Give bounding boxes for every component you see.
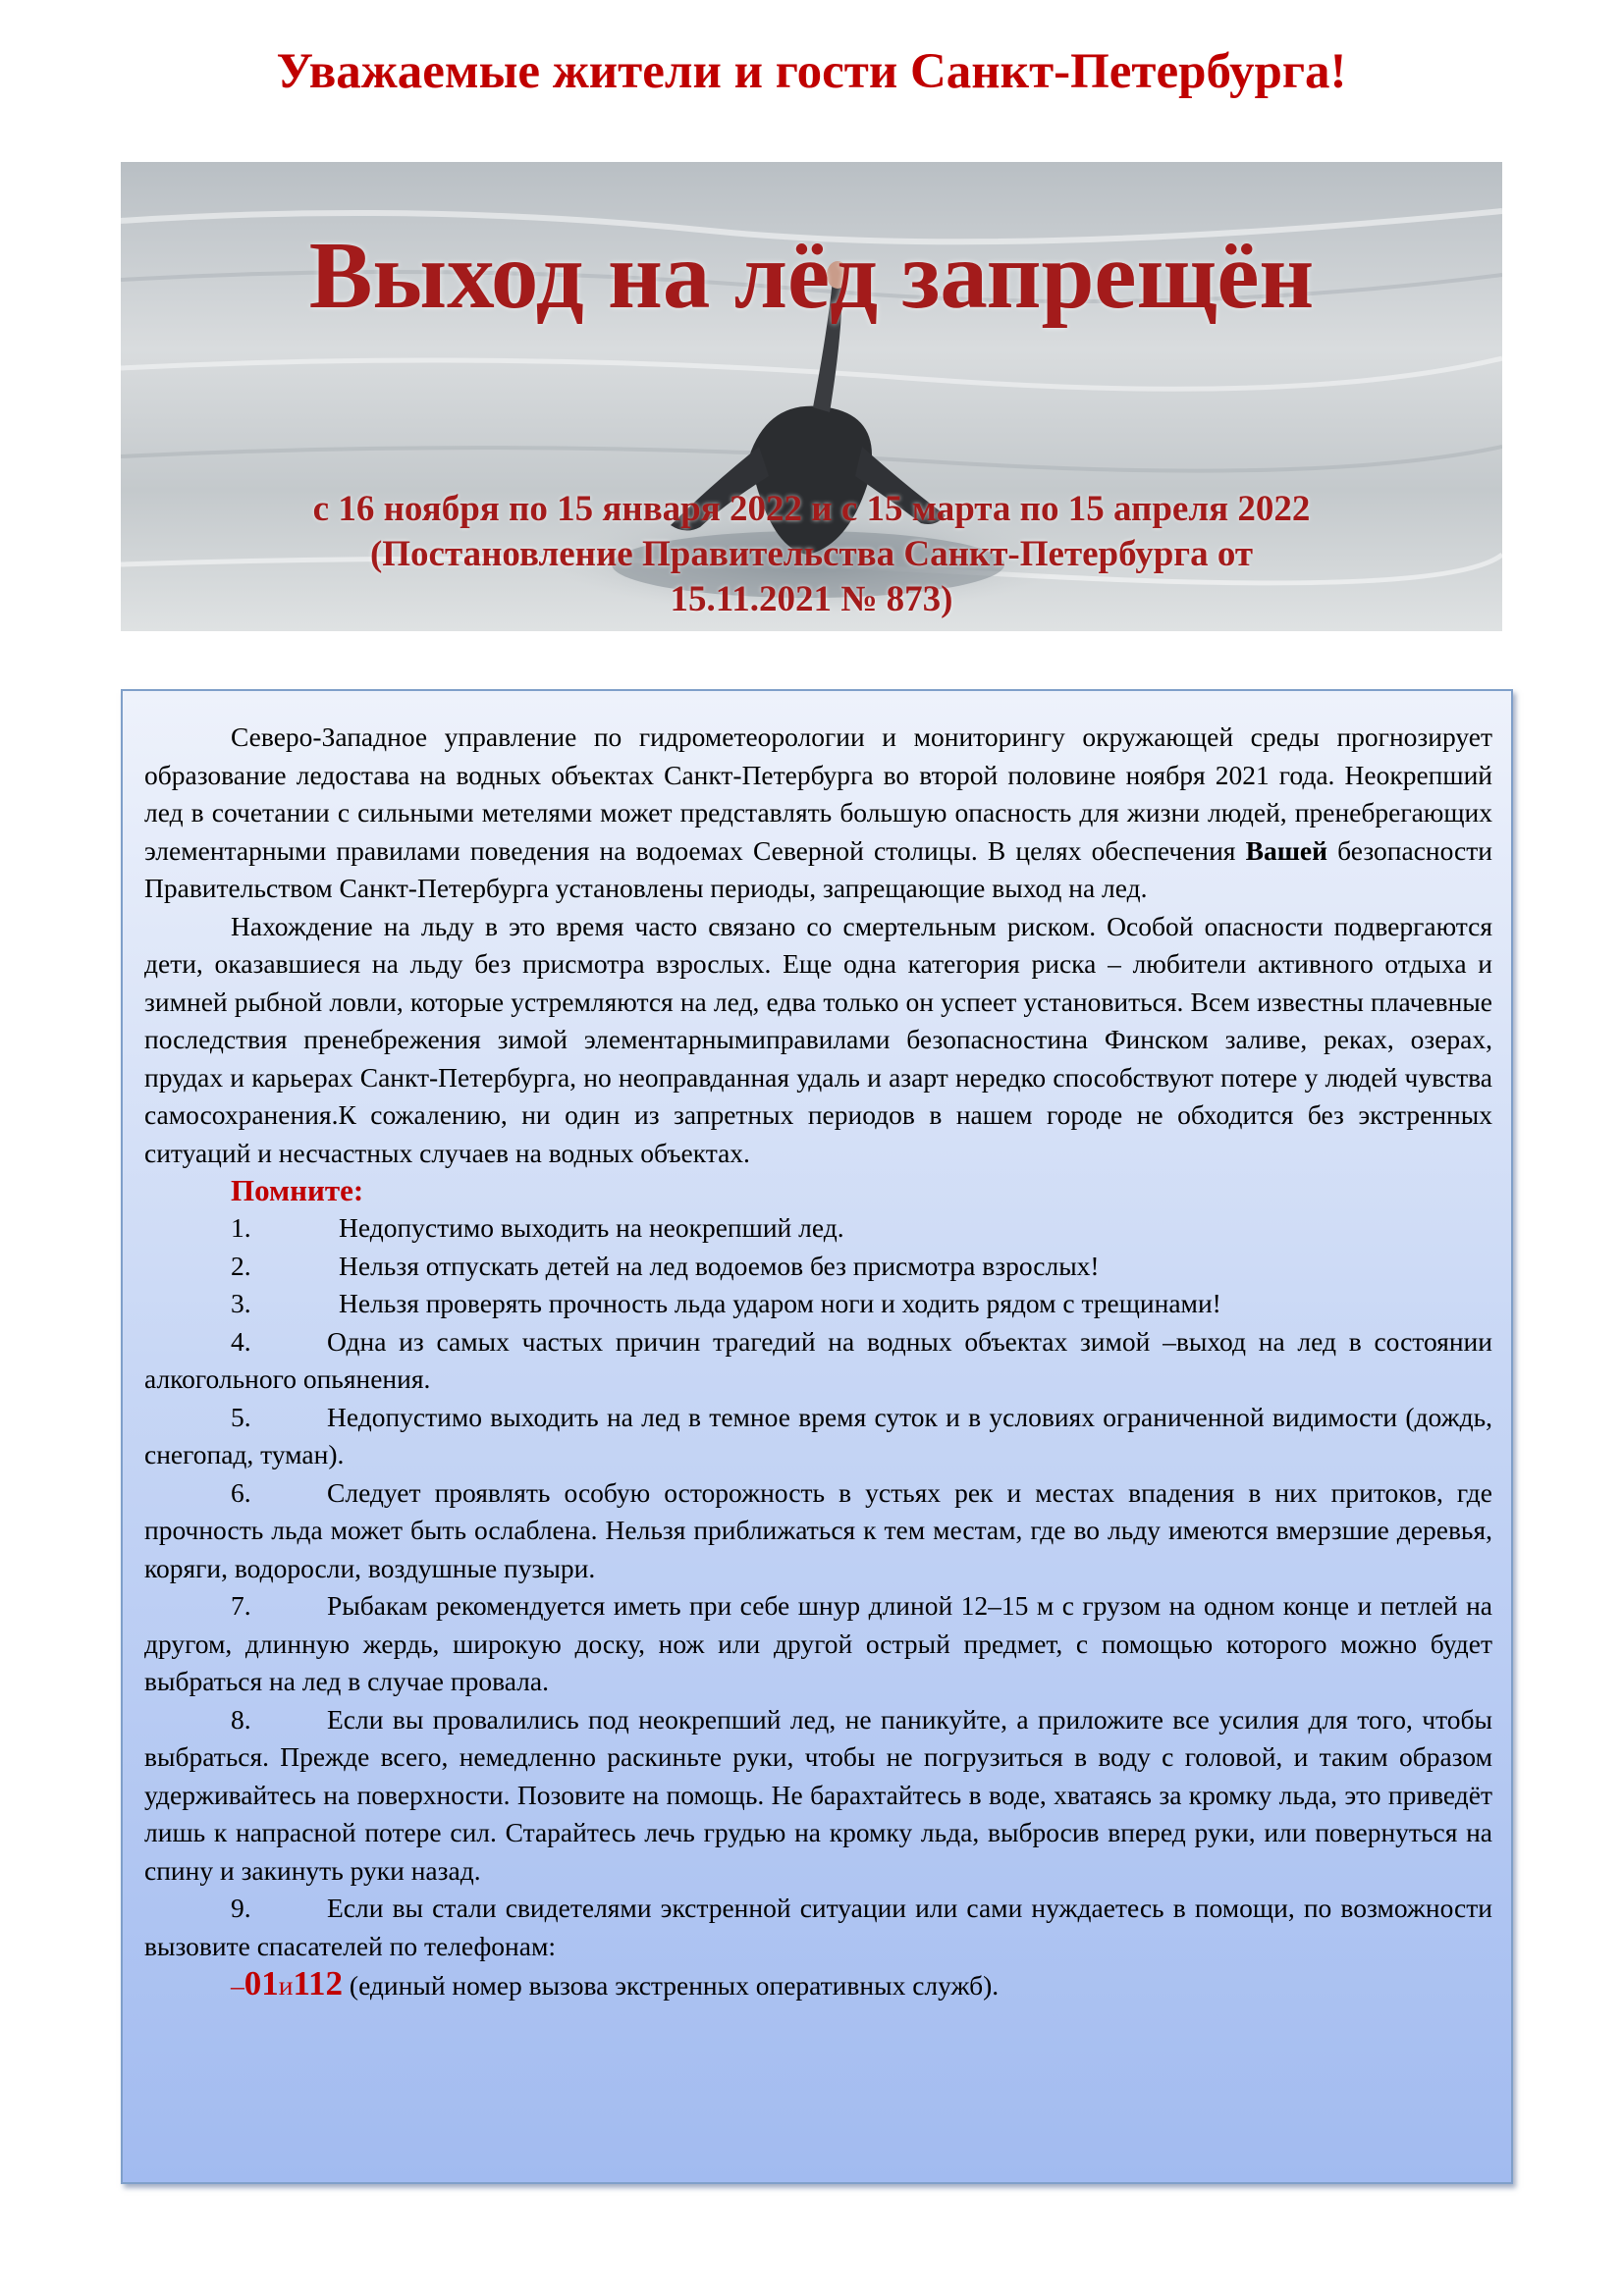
list-item-number: 2.: [231, 1250, 251, 1281]
list-item-number: 6.: [231, 1476, 251, 1508]
list-item-text: Если вы стали свидетелями экстренной ситуации или сами нуждаетесь в помощи, по возможности вызовите спасателей по телефонам:: [144, 1893, 1492, 1961]
phone-number-112: 112: [293, 1964, 344, 2002]
list-item-number: 3.: [231, 1288, 251, 1318]
list-item: [144, 1209, 1492, 1248]
list-item-text: Нельзя отпускать детей на лед водоемов без присмотра взрослых!: [339, 1250, 1100, 1281]
list-item: [144, 1890, 1492, 1965]
content-box: [121, 689, 1513, 2184]
list-item: [144, 1399, 1492, 1474]
content-text: [144, 719, 1492, 2005]
list-item: [144, 1474, 1492, 1588]
phone-line: [144, 1965, 1492, 2005]
list-item-number: 7.: [231, 1590, 251, 1621]
list-item-text: Недопустимо выходить на лед в темное время суток и в условиях ограниченной видимости (дождь, снегопад, туман).: [144, 1401, 1492, 1469]
phone-note: (единый номер вызова экстренных оперативных служб).: [343, 1970, 1000, 2001]
phone-and: и: [278, 1970, 294, 2001]
list-item-number: 1.: [231, 1212, 251, 1243]
list-item-number: 8.: [231, 1703, 251, 1735]
banner-decree-line1: (Постановление Правительства Санкт-Петербурга от: [369, 534, 1254, 574]
intro-p1-bold: Вашей: [1245, 834, 1327, 866]
intro-p1-text-end: безопасности Правительством Санкт-Петербурга установлены периоды, запрещающие выход на лед.: [144, 834, 1492, 903]
list-item-number: 4.: [231, 1325, 251, 1357]
list-item-number: 9.: [231, 1893, 251, 1923]
list-item-text: Нельзя проверять прочность льда ударом ноги и ходить рядом с трещинами!: [339, 1288, 1221, 1318]
list-item: [144, 1323, 1492, 1399]
intro-paragraph-2: Нахождение на льду в это время часто связано со смертельным риском. Особой опасности подвергаются дети, оказавшиеся на льду без присмотра взрослых. Еще одна категория риска – любители активного отдыха и зимней рыбной ловли, которые устремляются на лед, едва только он успеет установиться. Всем известны плачевные последствия пренебрежения зимой элементарнымиправилами безопасностина Финском заливе, реках, озерах, прудах и карьерах Санкт-Петербурга, но неоправданная удаль и азарт нередко способствуют потере у людей чувства самосохранения.К сожалению, ни один из запретных периодов в нашем городе не обходится без экстренных ситуаций и несчастных случаев на водных объектах.: [144, 910, 1492, 1168]
list-item-number: 5.: [231, 1401, 251, 1432]
intro-paragraph-1: [144, 719, 1492, 908]
list-item-text: Следует проявлять особую осторожность в устьях рек и местах впадения в них притоков, где прочность льда может быть ослаблена. Нельзя приближаться к тем местам, где во льду имеются вмерзшие деревья, коряги, водоросли, воздушные пузыри.: [144, 1476, 1492, 1583]
list-item-text: Одна из самых частых причин трагедий на водных объектах зимой –выход на лед в состоянии алкогольного опьянения.: [144, 1325, 1492, 1394]
list-item-text: Если вы провалились под неокрепший лед, не паникуйте, а приложите все усилия для того, чтобы выбраться. Прежде всего, немедленно раскиньте руки, чтобы не погрузиться в воду с головой, и таким образом удерживайтесь на поверхности. Позовите на помощь. Не барахтайтесь в воде, хватаясь за кромку льда, это приведёт лишь к напрасной потере сил. Старайтесь лечь грудью на кромку льда, выбросив вперед руки, или повернуться на спину и закинуть руки назад.: [144, 1703, 1492, 1886]
list-item-text: Недопустимо выходить на неокрепший лед.: [339, 1212, 844, 1243]
list-item: [144, 1285, 1492, 1323]
list-item: [144, 1587, 1492, 1701]
banner-dates: с 16 ноября по 15 января 2022 и с 15 марта по 15 апреля 2022: [312, 489, 1311, 529]
list-item-text: Рыбакам рекомендуется иметь при себе шнур длиной 12–15 м с грузом на одном конце и петлей на другом, длинную жердь, широкую доску, нож или другой острый предмет, с помощью которого можно будет выбраться на лед в случае провала.: [144, 1590, 1492, 1696]
banner-decree-line2: 15.11.2021 № 873): [670, 579, 953, 619]
phone-dash: –: [231, 1970, 244, 2001]
page-title: Уважаемые жители и гости Санкт-Петербурга!: [276, 44, 1347, 99]
list-item: [144, 1701, 1492, 1891]
phone-number-01: 01: [243, 1964, 279, 2002]
list-item: [144, 1248, 1492, 1286]
intro-p1-text: Северо-Западное управление по гидрометеорологии и мониторингу окружающей среды прогнозирует образование ледостава на водных объектах Санкт-Петербурга во второй половине ноября 2021 года. Неокрепший лед в сочетании с сильными метелями может представлять большую опасность для жизни людей, пренебрегающих элементарными правилами поведения на водоемах Северной столицы. В целях обеспечения: [144, 721, 1492, 866]
ice-warning-banner: [121, 162, 1502, 631]
banner-heading: Выход на лёд запрещён: [308, 223, 1315, 328]
remember-heading: Помните:: [231, 1173, 364, 1207]
